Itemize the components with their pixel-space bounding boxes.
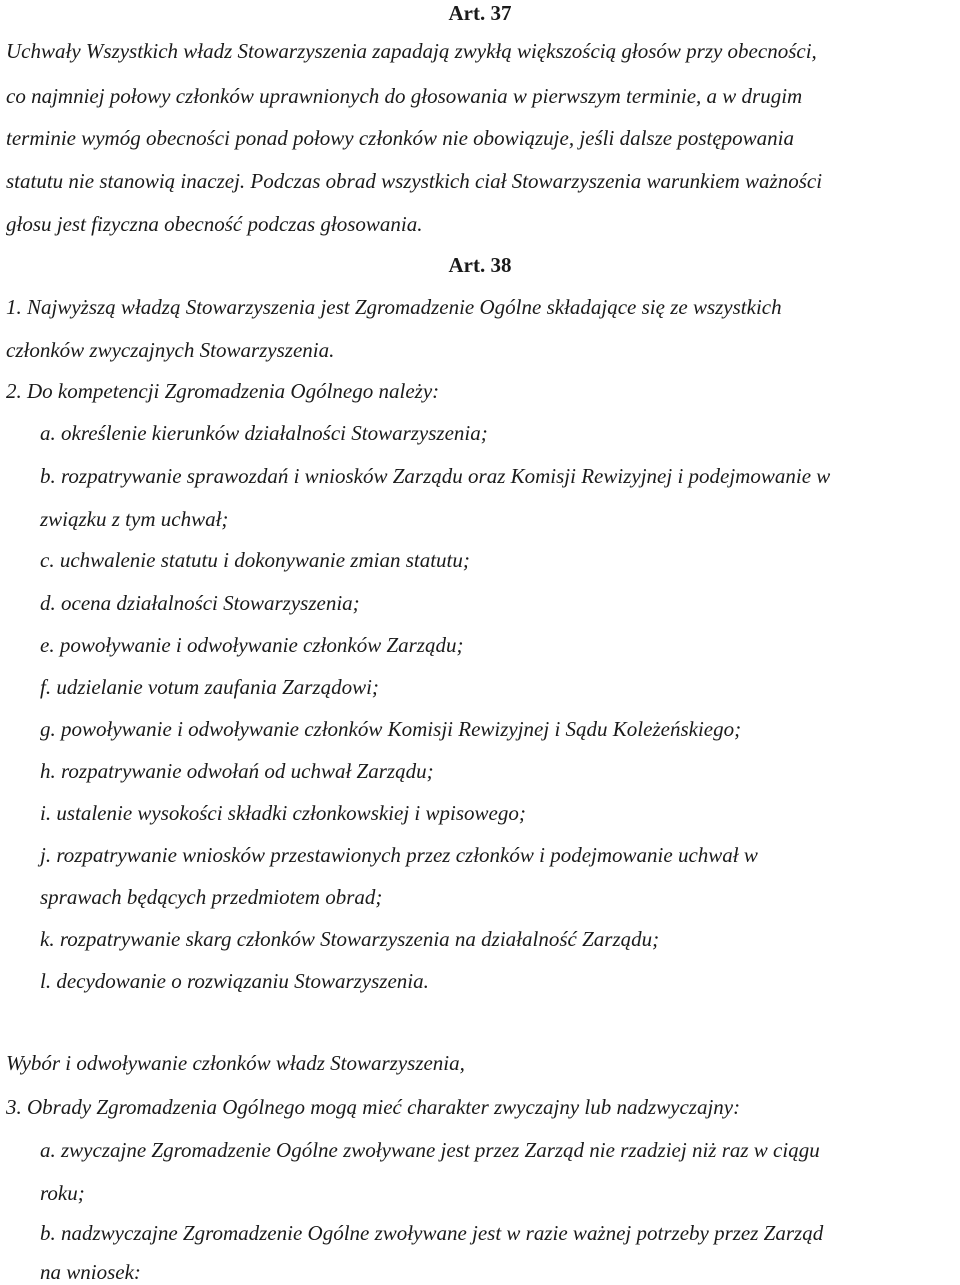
- art38-paragraph-2: 2. Do kompetencji Zgromadzenia Ogólnego należy:: [6, 379, 440, 403]
- art37-text-line-3: terminie wymóg obecności ponad połowy członków nie obowiązuje, jeśli dalsze postępowania: [6, 126, 795, 150]
- list-item-j-line-2: sprawach będących przedmiotem obrad;: [40, 885, 383, 909]
- list-item-l: l. decydowanie o rozwiązaniu Stowarzyszenia.: [40, 969, 429, 993]
- list-item-a: a. określenie kierunków działalności Stowarzyszenia;: [40, 421, 488, 445]
- paragraph-3-item-b-line-1: b. nadzwyczajne Zgromadzenie Ogólne zwoływane jest w razie ważnej potrzeby przez Zarząd: [40, 1221, 824, 1245]
- paragraph-3: 3. Obrady Zgromadzenia Ogólnego mogą mieć charakter zwyczajny lub nadzwyczajny:: [6, 1095, 741, 1119]
- list-item-d: d. ocena działalności Stowarzyszenia;: [40, 591, 360, 615]
- list-item-f: f. udzielanie votum zaufania Zarządowi;: [40, 675, 379, 699]
- art38-paragraph-1-line-2: członków zwyczajnych Stowarzyszenia.: [6, 338, 335, 362]
- art37-text-line-1: Uchwały Wszystkich władz Stowarzyszenia zapadają zwykłą większością głosów przy obecności,: [6, 39, 817, 63]
- list-item-i: i. ustalenie wysokości składki członkowskiej i wpisowego;: [40, 801, 526, 825]
- list-item-e: e. powoływanie i odwoływanie członków Zarządu;: [40, 633, 464, 657]
- art37-text-line-4: statutu nie stanowią inaczej. Podczas obrad wszystkich ciał Stowarzyszenia warunkiem ważności: [6, 169, 823, 193]
- list-item-g: g. powoływanie i odwoływanie członków Komisji Rewizyjnej i Sądu Koleżeńskiego;: [40, 717, 742, 741]
- list-item-k: k. rozpatrywanie skarg członków Stowarzyszenia na działalność Zarządu;: [40, 927, 660, 951]
- paragraph-3-item-a-line-2: roku;: [40, 1181, 85, 1205]
- section-title: Wybór i odwoływanie członków władz Stowarzyszenia,: [6, 1051, 465, 1075]
- art37-text-line-5: głosu jest fizyczna obecność podczas głosowania.: [6, 212, 423, 236]
- list-item-c: c. uchwalenie statutu i dokonywanie zmian statutu;: [40, 548, 470, 572]
- paragraph-3-item-a-line-1: a. zwyczajne Zgromadzenie Ogólne zwoływane jest przez Zarząd nie rzadziej niż raz w ciągu: [40, 1138, 820, 1162]
- paragraph-3-item-b-line-2: na wniosek:: [40, 1260, 141, 1284]
- list-item-h: h. rozpatrywanie odwołań od uchwał Zarządu;: [40, 759, 434, 783]
- art38-paragraph-1-line-1: 1. Najwyższą władzą Stowarzyszenia jest Zgromadzenie Ogólne składające się ze wszystkich: [6, 295, 782, 319]
- list-item-b-line-2: związku z tym uchwał;: [40, 507, 229, 531]
- art37-text-line-2: co najmniej połowy członków uprawnionych do głosowania w pierwszym terminie, a w drugim: [6, 84, 803, 108]
- list-item-b-line-1: b. rozpatrywanie sprawozdań i wniosków Zarządu oraz Komisji Rewizyjnej i podejmowanie w: [40, 464, 831, 488]
- article-37-heading: Art. 37: [448, 1, 512, 25]
- article-38-heading: Art. 38: [448, 253, 512, 277]
- list-item-j-line-1: j. rozpatrywanie wniosków przestawionych przez członków i podejmowanie uchwał w: [40, 843, 758, 867]
